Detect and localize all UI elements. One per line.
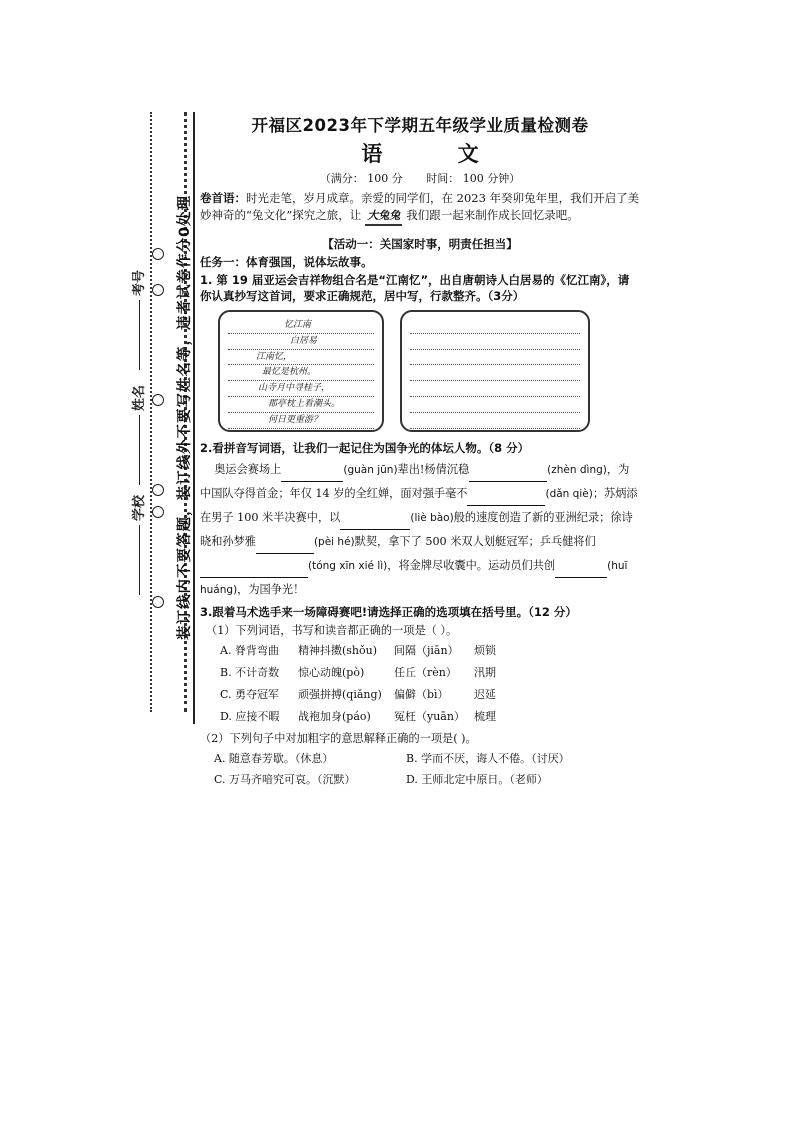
option-row-c[interactable] [200,684,640,706]
option-text: C. 勇夺冠军 [220,688,280,701]
answer-blank[interactable] [200,561,308,578]
full-score: （满分： 100 分 [319,172,403,185]
question-3-title: 3.跟着马术选手来一场障碍赛吧!请选择正确的选项填在括号里。（12 分） [200,605,577,619]
school-label: 学校 [132,494,147,521]
rabbit-stamp-logo: 大兔兔 [365,207,402,226]
intro-text-1: 时光走笔，岁月成章。亲爱的同学们，在 2023 年癸卯兔年里，我们开启了美妙神奇的“兔文化”探究之旅，让 [200,191,640,222]
subject-title: 语 文 [361,142,513,166]
intro-label: 卷首语： [200,191,246,205]
answer-blank[interactable] [555,561,607,578]
margin-rule [193,112,195,724]
passage-text: 般的速度创造了新的亚洲纪录；徐诗晓和孙梦雅 [200,511,633,548]
exam-number-underline [139,300,140,370]
exam-content [200,112,640,790]
answer-blank[interactable] [469,465,547,482]
pinyin-hint: (tóng xīn xié lì) [308,560,388,572]
answer-line[interactable] [410,318,580,334]
answer-line[interactable] [410,365,580,381]
option-text: 偏僻（bì） [394,688,449,701]
copy-boxes [200,310,640,438]
answer-blank[interactable] [467,489,545,506]
exam-number-field [128,270,147,370]
option-text: 梳理 [474,710,496,723]
binding-hole-icon [152,596,164,608]
passage-text: ，为国争光！ [237,583,305,596]
poem-line: 忆江南 [228,318,374,334]
option-text: 冤枉（yuān） [394,710,465,723]
option-text: B. 不计奇数 [220,666,280,679]
passage-text: ，将金牌尽收囊中。运动员们共创 [387,559,556,572]
exam-title: 开福区2023年下学期五年级学业质量检测卷 [251,116,589,135]
exam-time: 时间： 100 分钟） [426,172,521,185]
answer-blank[interactable] [281,465,343,482]
question-3-1-stem: （1）下列词语，书写和读音都正确的一项是（ ）。 [206,624,458,637]
pinyin-hint: (zhèn dìng) [547,464,607,476]
binding-hole-icon [152,248,164,260]
pinyin-hint: (liè bào) [410,512,454,524]
intro-paragraph [200,190,640,226]
poem-line: 郡亭枕上看潮头。 [228,397,374,413]
option-b[interactable]: B. 学而不厌，诲人不倦。（讨厌） [406,752,570,765]
poem-line: 最忆是杭州。 [228,365,374,381]
pinyin-hint: (pèi hé) [313,536,355,548]
question-2-passage [200,458,640,602]
name-underline [139,415,140,485]
name-label: 姓名 [132,384,147,411]
school-underline [139,525,140,595]
poem-answer-box[interactable] [400,310,590,432]
option-c[interactable]: C. 万马齐喑究可哀。（沉默） [214,773,356,786]
exam-meta [200,170,640,186]
option-text: A. 脊背弯曲 [220,644,279,657]
option-row-cd [200,769,640,790]
option-text: 间隔（jiān） [394,644,459,657]
option-text: 汛期 [474,666,496,679]
question-1-title: 1. 第 19 届亚运会吉祥物组合名是“江南忆”，出自唐朝诗人白居易的《忆江南》，请你认真抄写这首词，要求正确规范，居中写，行款整齐。（3分） [200,273,630,303]
question-3-2-stem: （2）下列句子中对加粗字的意思解释正确的一项是( )。 [200,732,477,745]
binding-hole-icon [152,394,164,406]
option-text: 惊心动魄(pò) [298,666,365,679]
poem-line: 白居易 [228,334,374,350]
option-row-ab [200,748,640,769]
question-2-title: 2.看拼音写词语，让我们一起记住为国争光的体坛人物。（8 分） [200,441,530,455]
pinyin-hint: (guàn jūn) [343,464,398,476]
passage-text: ，为中国队夺得首金；年仅 14 岁的全红婵，面对强手毫不 [200,463,630,500]
activity-heading: 【活动一：关国家时事，明责任担当】 [322,237,518,251]
binding-warning-text: 装订线内不要答题，装订线外不要写姓名等，违者试卷作分0处理 [177,194,193,640]
answer-line[interactable] [410,413,580,429]
option-text: 任丘（rèn） [394,666,457,679]
task-heading: 任务一：体育强国，说体坛故事。 [200,255,373,269]
passage-text: 辈出!杨倩沉稳 [397,463,470,476]
passage-text: ；苏炳添在男子 100 米半决赛中，以 [200,487,638,524]
name-field [128,385,147,485]
poem-line: 江南忆， [228,350,374,366]
answer-line[interactable] [410,334,580,350]
binding-hole-icon [152,506,164,518]
answer-blank[interactable] [340,513,410,530]
option-text: D. 应接不暇 [220,710,280,723]
passage-text: 默契，拿下了 500 米双人划艇冠军；乒乓健将们 [354,535,596,548]
option-row-b[interactable] [200,662,640,684]
option-a[interactable]: A. 随意春芳歇。（休息） [214,752,334,765]
option-text: 迟延 [474,688,496,701]
poem-line: 何日更重游？ [228,413,374,429]
option-d[interactable]: D. 王师北定中原日。（老师） [406,773,548,786]
answer-line[interactable] [410,381,580,397]
option-text: 精神抖擞(shǒu) [298,644,378,657]
binding-dotted-line [150,112,152,712]
answer-blank[interactable] [256,537,314,554]
option-text: 顽强拼搏(qiǎng) [298,688,382,701]
poem-sample-box [218,310,384,432]
passage-text: 奥运会赛场上 [214,463,282,476]
option-row-d[interactable] [200,706,640,728]
pinyin-hint: (dǎn qiè) [545,488,593,500]
pinyin-hint: (huī huáng) [200,560,628,596]
binding-hole-icon [152,484,164,496]
exam-number-label: 考号 [132,269,147,296]
intro-text-2: 我们跟一起来制作成长回忆录吧。 [406,208,579,222]
poem-line: 山寺月中寻桂子， [228,381,374,397]
school-field [128,495,147,595]
answer-line[interactable] [410,350,580,366]
answer-line[interactable] [410,397,580,413]
option-text: 战袍加身(páo) [298,710,371,723]
binding-hole-icon [152,284,164,296]
option-text: 烦锁 [474,644,496,657]
option-row-a[interactable] [200,640,640,662]
